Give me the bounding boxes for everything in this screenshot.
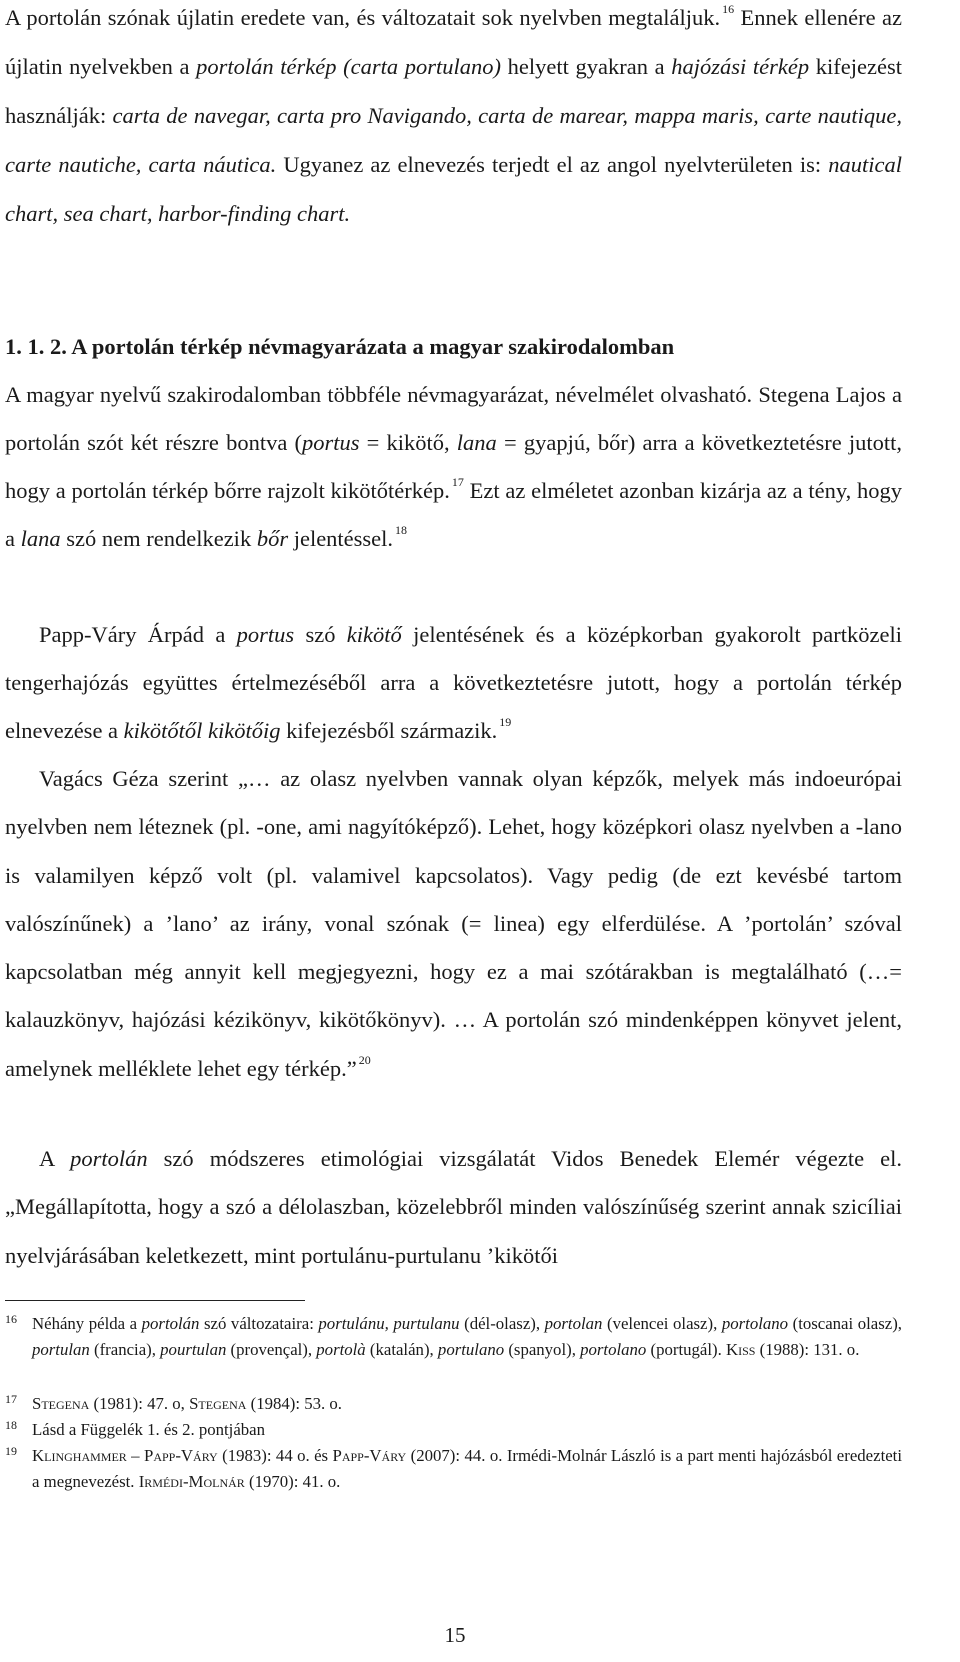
paragraph-5 — [5, 1135, 902, 1280]
text: (toscanai olasz), — [788, 1314, 902, 1333]
footnote-19 — [5, 1443, 902, 1495]
italic-text: portulánu, purtulanu — [318, 1314, 460, 1333]
italic-text: portulan — [32, 1340, 90, 1359]
text: (1970): 41. o. — [244, 1472, 341, 1491]
text: kifejezést használják: — [5, 54, 902, 128]
footnote-number: 19 — [5, 1444, 17, 1458]
footnote-ref-19[interactable]: 19 — [499, 715, 512, 729]
italic-text: portulano — [437, 1340, 505, 1359]
author-name: Kiss — [725, 1340, 756, 1359]
italic-text: kikötőtől kikötőig — [123, 718, 281, 743]
paragraph-4 — [5, 755, 902, 1093]
text: jelentésének és a középkorban gyakorolt partközeli tengerhajózás együttes értelmezéséből arra a következtetésre jutott, hogy a portolán térkép elnevezése a — [5, 622, 903, 743]
text: = gyapjú, bőr) arra a következtetésre jutott, hogy a portolán térkép bőrre rajzolt kikötőtérkép. — [5, 430, 902, 503]
italic-text: nautical chart, sea chart, harbor-finding chart. — [5, 152, 902, 226]
footnote-16 — [5, 1311, 902, 1363]
text: (dél-olasz), — [459, 1314, 545, 1333]
text: (spanyol), — [504, 1340, 581, 1359]
italic-text: portus — [301, 430, 360, 455]
italic-text: portus — [236, 622, 295, 647]
footnote-17 — [5, 1391, 902, 1417]
text: A portolán szónak újlatin eredete van, és változatait sok nyelvben megtaláljuk. — [5, 5, 721, 30]
footnote-text — [32, 1391, 902, 1417]
text: (portugál). — [646, 1340, 726, 1359]
text: szó nem rendelkezik — [60, 526, 257, 551]
text: (1983): 44 o. és — [217, 1446, 333, 1465]
italic-text: portolà — [316, 1340, 366, 1359]
text: helyett gyakran a — [501, 54, 672, 79]
footnote-ref-20[interactable]: 20 — [358, 1052, 371, 1067]
text: (1984): 53. o. — [246, 1394, 342, 1413]
italic-text: pourtulan — [160, 1340, 227, 1359]
italic-text: bőr — [256, 526, 289, 551]
footnote-text — [32, 1443, 902, 1495]
italic-text: portolán térkép (carta portulano) — [196, 54, 502, 79]
footnote-ref-17[interactable]: 17 — [451, 475, 464, 489]
footnote-18 — [5, 1417, 902, 1443]
footnote-ref-18[interactable]: 18 — [395, 523, 408, 537]
text: szó módszeres etimológiai vizsgálatát Vidos Benedek Elemér végezte el. „Megállapította, hogy a szó a délolaszban, közelebbről minden valószínűség szerint annak szicíliai nyelvjárásában keletkezett, mint portulánu-purtulanu ’kikötői — [5, 1146, 902, 1268]
text: Néhány példa a — [32, 1314, 142, 1333]
author-name: Klinghammer – Papp-Váry — [32, 1446, 218, 1465]
text: jelentéssel. — [288, 526, 394, 551]
text: (francia), — [89, 1340, 161, 1359]
footnote-number: 18 — [5, 1418, 17, 1432]
text: (velencei olasz), — [602, 1314, 722, 1333]
footnote-separator — [5, 1300, 305, 1301]
text: (1988): 131. o. — [755, 1340, 860, 1359]
text: szó változataira: — [199, 1314, 319, 1333]
text: szó — [294, 622, 347, 647]
author-name: Irmédi-Molnár — [138, 1472, 245, 1491]
footnote-ref-16[interactable]: 16 — [722, 2, 735, 16]
author-name: Stegena — [189, 1394, 247, 1413]
author-name: Stegena — [32, 1394, 90, 1413]
italic-text: carta de navegar, carta pro Navigando, carta de marear, mappa maris, carte nautique, carte nautiche, carta náutica. — [5, 103, 902, 177]
text: (katalán), — [365, 1340, 438, 1359]
italic-text: portolan — [544, 1314, 603, 1333]
italic-text: kikötő — [346, 622, 402, 647]
footnote-text — [32, 1311, 902, 1363]
page-number: 15 — [444, 1623, 466, 1647]
section-heading: 1. 1. 2. A portolán térkép névmagyarázata a magyar szakirodalomban — [5, 334, 675, 359]
italic-text: hajózási térkép — [671, 54, 810, 79]
footnote-number: 17 — [5, 1392, 17, 1406]
italic-text: portolán — [141, 1314, 200, 1333]
italic-text: portolano — [721, 1314, 789, 1333]
italic-text: lana — [456, 430, 497, 455]
paragraph-2 — [5, 371, 902, 563]
footnote-text: Lásd a Függelék 1. és 2. pontjában — [32, 1420, 266, 1439]
italic-text: portolano — [580, 1340, 647, 1359]
paragraph-3 — [5, 611, 902, 755]
text: kifejezésből származik. — [280, 718, 498, 743]
italic-text: lana — [20, 526, 61, 551]
text: Vagács Géza szerint „… az olasz nyelvben vannak olyan képzők, melyek más indoeurópai nyelvben nem léteznek (pl. -one, ami nagyítóképző). Lehet, hogy középkori olasz nyelvben a -lano is valamilyen képző volt (pl. valamivel kapcsolatos). Vagy pedig (de ezt kevésbé tartom valószínűnek) a ’lano’ az irány, vonal szónak (= linea) egy elferdülése. A ’portolán’ szóval kapcsolatban még annyit kell megjegyezni, hogy ez a mai szótárakban is megtalálható (…= kalauzkönyv, hajózási kézikönyv, kikötőkönyv). … A portolán szó mindenképpen könyvet jelent, amelynek melléklete lehet egy térkép.” — [5, 766, 902, 1081]
text: A — [39, 1146, 71, 1171]
text: Ezt az elméletet azonban kizárja az a tény, hogy a — [5, 478, 902, 551]
text: Papp-Váry Árpád a — [39, 622, 237, 647]
text: (provençal), — [226, 1340, 317, 1359]
text: A magyar nyelvű szakirodalomban többféle névmagyarázat, névelmélet olvasható. Stegena Lajos a portolán szót két részre bontva ( — [5, 382, 902, 455]
text: = kikötő, — [359, 430, 457, 455]
text: (2007): 44. o. Irmédi-Molnár László is a part menti hajózásból eredezteti a megnevezést. — [32, 1446, 903, 1491]
paragraph-1 — [5, 0, 902, 238]
author-name: Papp-Váry — [332, 1446, 407, 1465]
text: (1981): 47. o, — [89, 1394, 190, 1413]
italic-text: portolán — [70, 1146, 148, 1171]
footnote-number: 16 — [5, 1312, 17, 1326]
text: Ugyanez az elnevezés terjedt el az angol nyelvterületen is: — [276, 152, 829, 177]
text: Ennek ellenére az újlatin nyelvekben a — [5, 5, 902, 79]
